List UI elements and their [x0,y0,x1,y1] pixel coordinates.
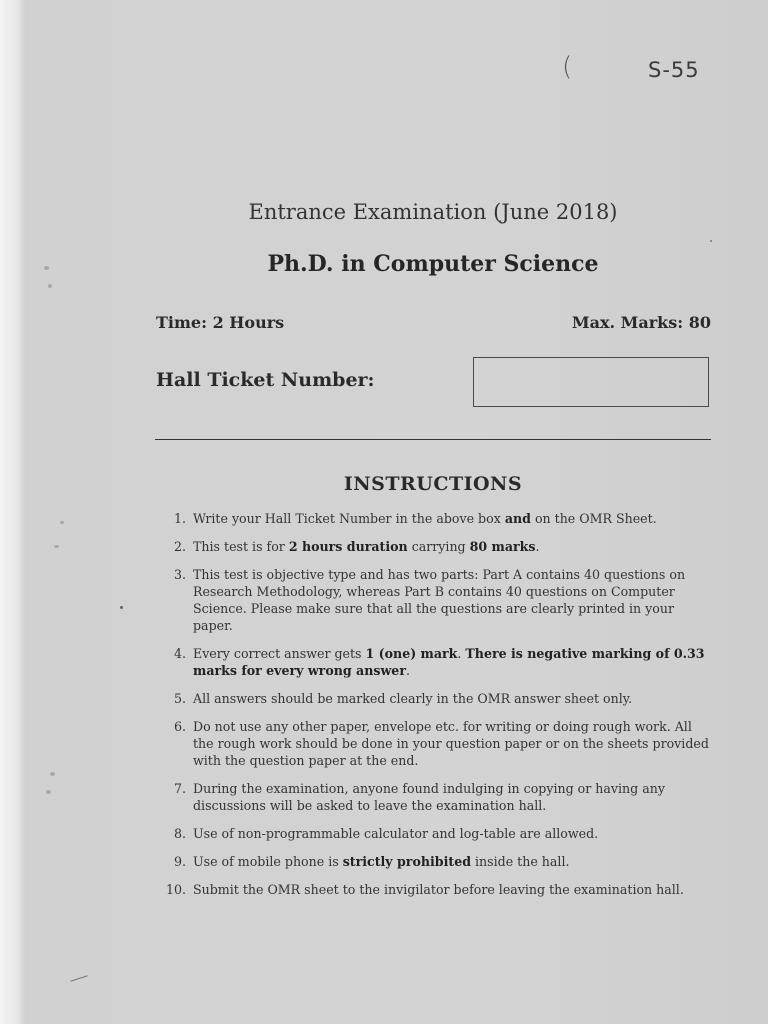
instruction-text: inside the hall. [471,854,570,869]
instruction-item [164,566,714,634]
program-title: Ph.D. in Computer Science [267,251,599,277]
instruction-item [164,690,714,707]
instruction-text: Write your Hall Ticket Number in the above box [193,511,505,526]
scan-speck [120,606,123,609]
scan-speck [44,266,49,270]
instruction-item [164,538,714,555]
instruction-item [164,825,714,842]
instruction-text: strictly prohibited [342,854,472,869]
instruction-item [164,718,714,769]
instruction-text: . [535,539,540,554]
horizontal-rule [155,439,711,440]
instruction-text: All answers should be marked clearly in the OMR answer sheet only. [193,691,633,706]
scan-edge [0,0,26,1024]
instruction-number: 6. [173,719,186,734]
handwritten-parenthesis: ( [562,52,573,82]
instruction-number: 10. [165,882,186,897]
instruction-item [164,510,714,527]
instruction-text: and [504,511,531,526]
instruction-text: 1 (one) mark [365,646,458,661]
scan-speck [46,790,51,794]
stray-pen-mark [70,975,87,982]
instruction-text: Submit the OMR sheet to the invigilator before leaving the examination hall. [193,882,684,897]
exam-title: Entrance Examination (June 2018) [248,200,618,224]
scan-speck [48,284,52,288]
instruction-number: 8. [173,826,186,841]
instruction-text: Use of non-programmable calculator and log-table are allowed. [193,826,599,841]
time-label: Time: 2 Hours [156,313,285,332]
instruction-text: carrying [407,539,470,554]
instruction-number: 5. [173,691,186,706]
instruction-number: 1. [173,511,186,526]
scan-speck [710,240,712,242]
instruction-text: This test is for [193,539,289,554]
instruction-text: This test is objective type and has two parts: Part A contains 40 questions on Research Methodology, whereas Part B contains 40 questions on Computer Science. Please make sure that all the questions are clearly printed in your paper. [193,567,686,633]
scan-speck [50,772,55,776]
instructions-list [164,510,714,909]
handwritten-page-code: S-55 [648,58,700,82]
instruction-text: Every correct answer gets [193,646,366,661]
scan-speck [60,521,64,524]
instruction-text: . [405,663,410,678]
instruction-item [164,853,714,870]
hall-ticket-label: Hall Ticket Number: [156,369,375,391]
instruction-text: There is negative marking of 0.33 marks for every wrong answer [193,646,705,678]
instruction-number: 7. [173,781,186,796]
hall-ticket-box [473,357,709,407]
instructions-heading: INSTRUCTIONS [343,473,523,495]
instruction-text: . [457,646,466,661]
instruction-text: Do not use any other paper, envelope etc. for writing or doing rough work. All the rough work should be done in your question paper or on the sheets provided with the question paper at the end. [193,719,709,768]
instruction-text: Use of mobile phone is [193,854,343,869]
instruction-number: 3. [173,567,186,582]
instruction-number: 4. [173,646,186,661]
instruction-item [164,881,714,898]
instruction-text: During the examination, anyone found indulging in copying or having any discussions will be asked to leave the examination hall. [193,781,665,813]
instruction-item [164,645,714,679]
max-marks-label: Max. Marks: 80 [571,313,711,332]
instruction-number: 2. [173,539,186,554]
instruction-text: 2 hours duration [288,539,408,554]
scan-speck [54,545,59,548]
instruction-item [164,780,714,814]
instruction-text: on the OMR Sheet. [530,511,657,526]
instruction-number: 9. [173,854,186,869]
instruction-text: 80 marks [469,539,536,554]
